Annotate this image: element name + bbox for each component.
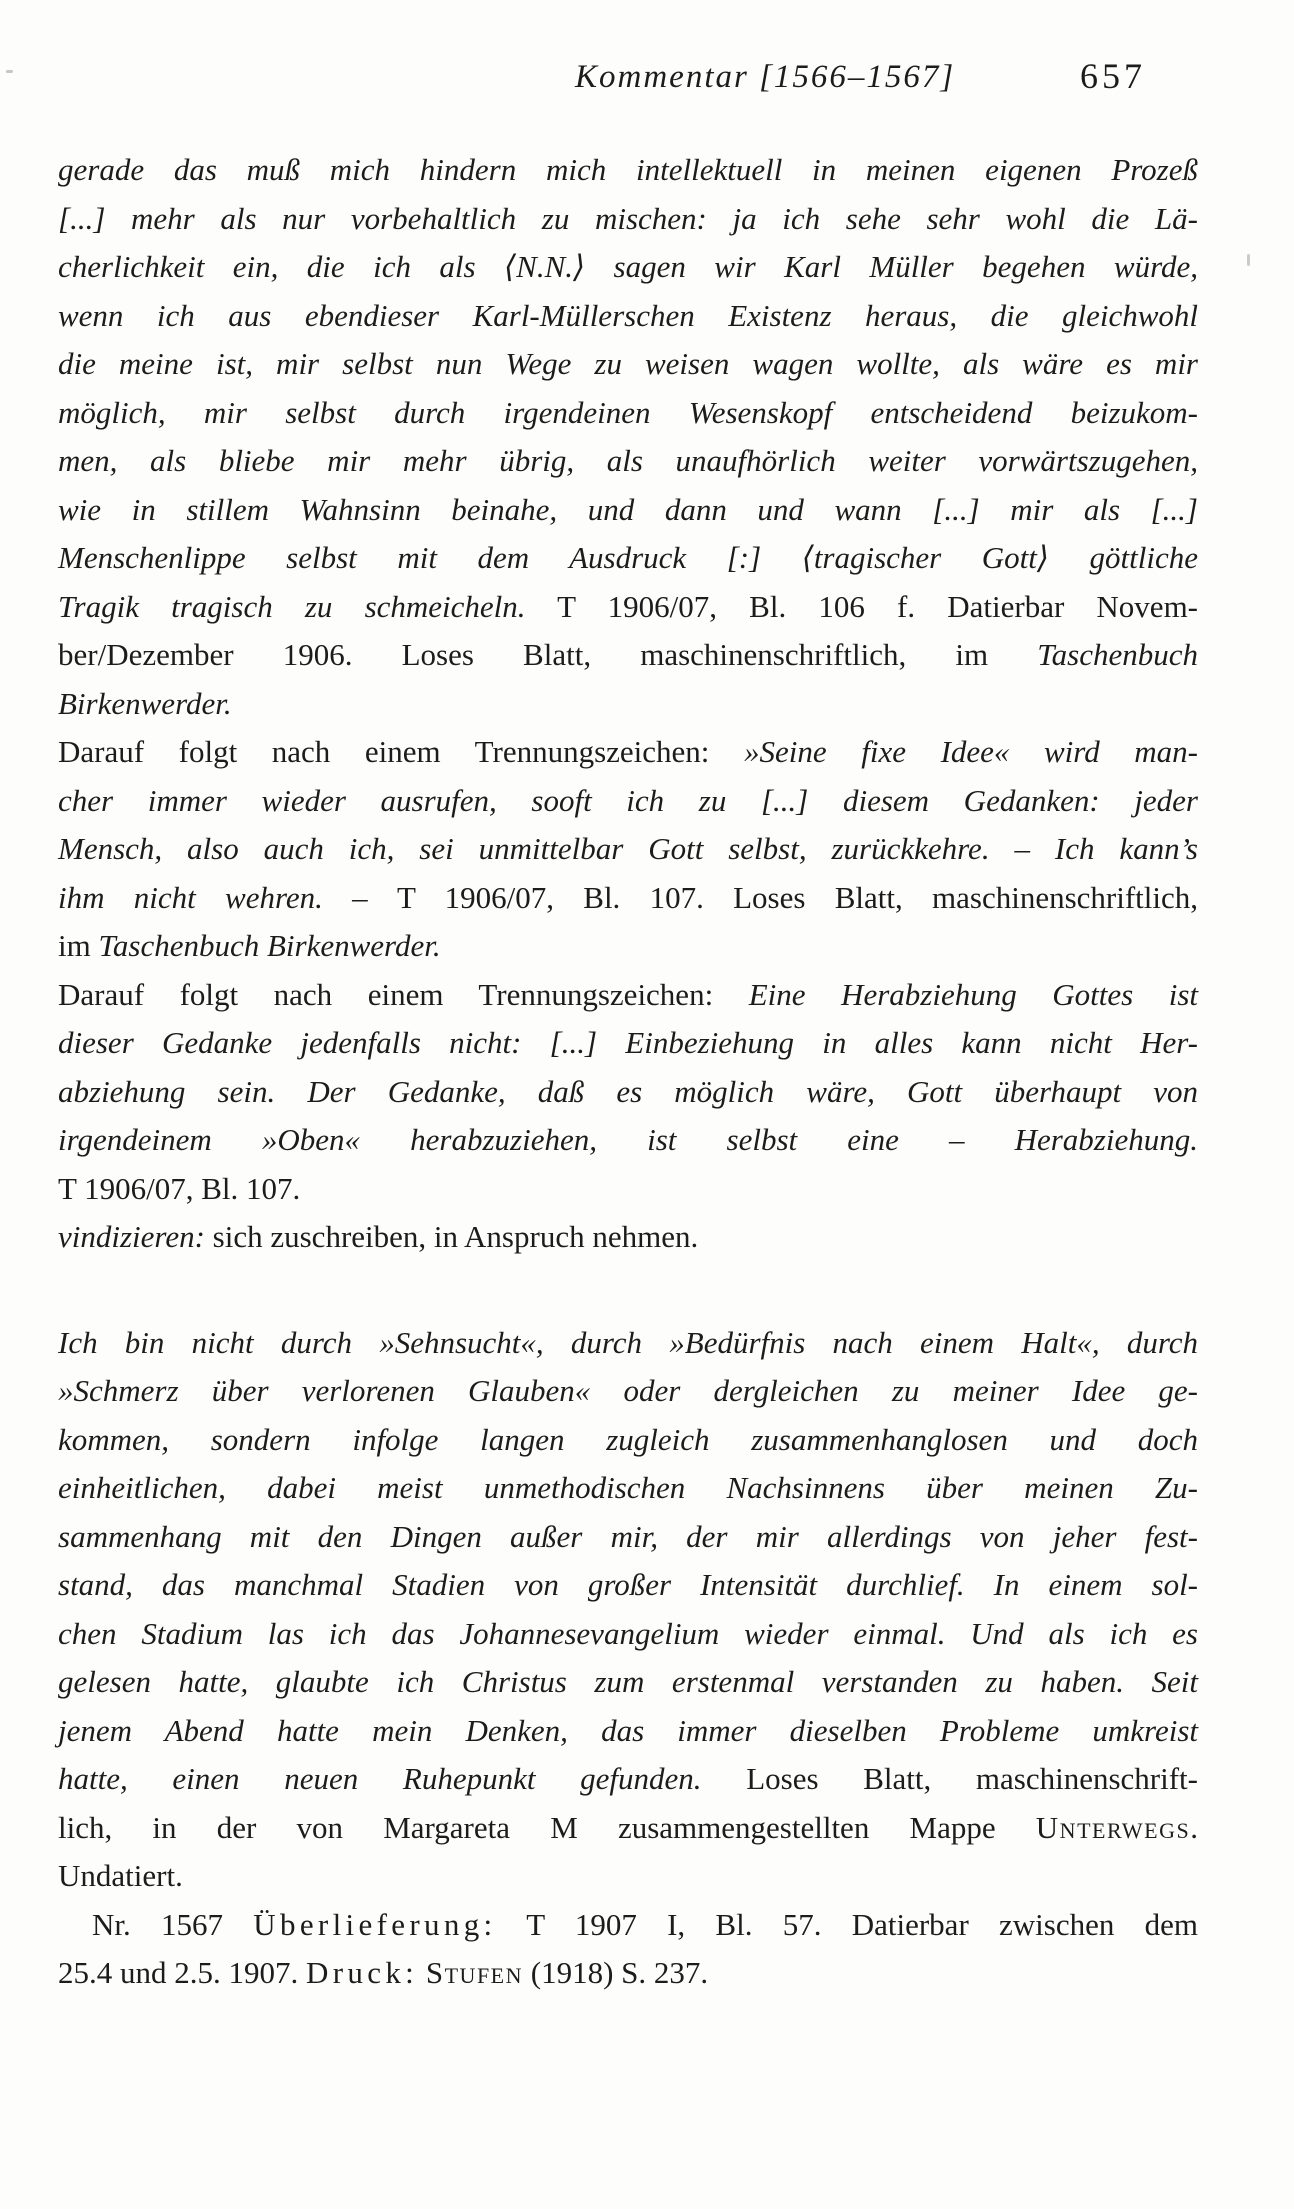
text-segment: (1918) S. 237.	[523, 1955, 709, 1990]
running-head	[0, 55, 1294, 105]
text-segment: Ich bin nicht durch »Sehnsucht«, durch »Bedürfnis nach einem Halt«, durch	[58, 1324, 1198, 1360]
text-line	[58, 1610, 1198, 1659]
text-segment: Unterwegs	[1035, 1809, 1191, 1845]
text-segment: cher immer wieder ausrufen, sooft ich zu [...] diesem Gedanken: jeder	[58, 782, 1198, 818]
text-line	[58, 486, 1198, 535]
paragraph	[58, 146, 1198, 728]
text-segment: Loses Blatt, maschinenschrift-	[701, 1761, 1198, 1796]
text-segment: irgendeinem »Oben« herabzuziehen, ist selbst eine – Herabziehung.	[58, 1122, 1198, 1157]
text-segment: im	[58, 928, 99, 963]
text-line	[58, 1658, 1198, 1707]
text-segment: ihm nicht wehren. –	[58, 879, 397, 915]
text-line	[58, 922, 1198, 971]
text-line	[58, 1165, 1198, 1214]
text-segment: hatte, einen neuen Ruhepunkt gefunden.	[58, 1761, 702, 1796]
text-line	[58, 971, 1198, 1020]
text-segment: die meine ist, mir selbst nun Wege zu weisen wagen wollte, als wäre es mir	[58, 346, 1198, 381]
text-line	[58, 1019, 1198, 1068]
text-line	[58, 1068, 1198, 1117]
text-line	[58, 874, 1198, 923]
text-line	[58, 1213, 1198, 1262]
paragraph	[58, 1901, 1198, 1998]
text-line	[58, 1804, 1198, 1853]
text-segment: abziehung sein. Der Gedanke, daß es möglich wäre, Gott überhaupt von	[58, 1073, 1198, 1109]
text-segment: Mensch, also auch ich, sei unmittelbar Gott selbst, zurückkehre. – Ich kann’s	[58, 831, 1198, 866]
text-segment: jenem Abend hatte mein Denken, das immer dieselben Probleme umkreist	[58, 1712, 1198, 1748]
text-line	[58, 1513, 1198, 1562]
text-segment: Birkenwerder.	[58, 685, 232, 721]
text-block	[58, 146, 1198, 1998]
text-line	[58, 728, 1198, 777]
text-segment: Menschenlippe selbst mit dem Ausdruck [:] ⟨tragischer Gott⟩ göttliche	[58, 540, 1198, 575]
text-line	[58, 437, 1198, 486]
text-line	[58, 825, 1198, 874]
text-segment: gerade das muß mich hindern mich intellektuell in meinen eigenen Prozeß	[58, 152, 1198, 187]
text-line	[58, 1852, 1198, 1901]
text-line	[58, 195, 1198, 244]
text-segment: T 1906/07, Bl. 106 f. Datierbar Novem-	[525, 588, 1199, 624]
text-line	[58, 1707, 1198, 1756]
text-segment: wie in stillem Wahnsinn beinahe, und dann und wann [...] mir als [...]	[58, 491, 1198, 527]
text-line	[58, 1464, 1198, 1513]
scan-artifact	[6, 70, 13, 73]
text-segment: Taschenbuch Birkenwerder.	[98, 928, 441, 963]
text-segment: T 1907 I, Bl. 57. Datierbar zwischen dem	[496, 1906, 1198, 1942]
text-segment: Darauf folgt nach einem Trennungszeichen:	[58, 734, 745, 769]
text-segment: dieser Gedanke jedenfalls nicht: [...] Einbeziehung in alles kann nicht Her-	[58, 1025, 1198, 1060]
text-segment: Darauf folgt nach einem Trennungszeichen:	[58, 976, 749, 1012]
text-segment: [...] mehr als nur vorbehaltlich zu mischen: ja ich sehe sehr wohl die Lä-	[58, 200, 1198, 236]
text-segment: »Seine fixe Idee« wird man-	[744, 734, 1199, 769]
text-segment: Eine Herabziehung Gottes ist	[748, 976, 1198, 1012]
text-segment: men, als bliebe mir mehr übrig, als unaufhörlich weiter vorwärtszugehen,	[58, 443, 1198, 478]
text-line	[58, 243, 1198, 292]
text-line	[58, 292, 1198, 341]
text-line	[58, 1949, 1198, 1998]
text-segment: gelesen hatte, glaubte ich Christus zum erstenmal verstanden zu haben. Seit	[58, 1664, 1198, 1699]
text-line	[58, 340, 1198, 389]
paragraph	[58, 728, 1198, 971]
text-line	[58, 1561, 1198, 1610]
paragraph	[58, 971, 1198, 1214]
text-line	[58, 631, 1198, 680]
text-segment: lich, in der von Margareta M zusammengestellten Mappe	[58, 1809, 1036, 1845]
text-segment: chen Stadium las ich das Johannesevangelium wieder einmal. Und als ich es	[58, 1615, 1198, 1651]
text-line	[58, 146, 1198, 195]
text-segment: 25.4 und 2.5. 1907.	[58, 1955, 306, 1990]
text-line	[58, 1901, 1198, 1950]
text-segment: T 1906/07, Bl. 107.	[58, 1170, 301, 1206]
text-segment: stand, das manchmal Stadien von großer Intensität durchlief. In einem sol-	[58, 1567, 1198, 1602]
text-line	[58, 583, 1198, 632]
text-segment: T 1906/07, Bl. 107. Loses Blatt, maschinenschriftlich,	[396, 879, 1199, 915]
text-segment: sammenhang mit den Dingen außer mir, der mir allerdings von jeher fest-	[58, 1518, 1198, 1554]
text-segment: Undatiert.	[58, 1858, 183, 1893]
text-line	[58, 534, 1198, 583]
text-line	[58, 1755, 1198, 1804]
text-segment: einheitlichen, dabei meist unmethodischen Nachsinnens über meinen Zu-	[58, 1470, 1198, 1505]
text-line	[58, 1319, 1198, 1368]
text-segment: kommen, sondern infolge langen zugleich zusammenhanglosen und doch	[58, 1421, 1198, 1457]
text-segment: vindizieren:	[58, 1219, 205, 1254]
text-segment: Stufen	[425, 1955, 524, 1990]
scan-artifact	[1247, 254, 1250, 266]
text-segment	[418, 1955, 426, 1990]
text-segment: sich zuschreiben, in Anspruch nehmen.	[204, 1219, 699, 1254]
text-line	[58, 1116, 1198, 1165]
text-segment: Taschenbuch	[1037, 637, 1198, 672]
paragraph	[58, 1213, 1198, 1262]
text-line	[58, 680, 1198, 729]
text-segment: Nr. 1567	[92, 1906, 254, 1942]
text-segment: Tragik tragisch zu schmeicheln.	[58, 588, 526, 624]
running-head-title: Kommentar [1566–1567]	[575, 59, 956, 95]
text-line	[58, 777, 1198, 826]
text-segment: Überlieferung:	[253, 1906, 497, 1942]
text-line	[58, 1367, 1198, 1416]
page-number: 657	[1080, 56, 1146, 96]
text-segment: »Schmerz über verlorenen Glauben« oder dergleichen zu meiner Idee ge-	[58, 1373, 1198, 1408]
text-segment: cherlichkeit ein, die ich als ⟨N.N.⟩ sagen wir Karl Müller begehen würde,	[58, 249, 1198, 284]
text-segment: Druck:	[306, 1955, 419, 1990]
text-segment: möglich, mir selbst durch irgendeinen Wesenskopf entscheidend beizukom-	[58, 394, 1198, 430]
text-line	[58, 389, 1198, 438]
text-segment: wenn ich aus ebendieser Karl-Müllerschen Existenz heraus, die gleichwohl	[58, 297, 1198, 333]
text-segment: .	[1190, 1809, 1198, 1845]
text-segment: ber/Dezember 1906. Loses Blatt, maschinenschriftlich, im	[58, 637, 1038, 672]
paragraph	[58, 1319, 1198, 1901]
text-line	[58, 1416, 1198, 1465]
